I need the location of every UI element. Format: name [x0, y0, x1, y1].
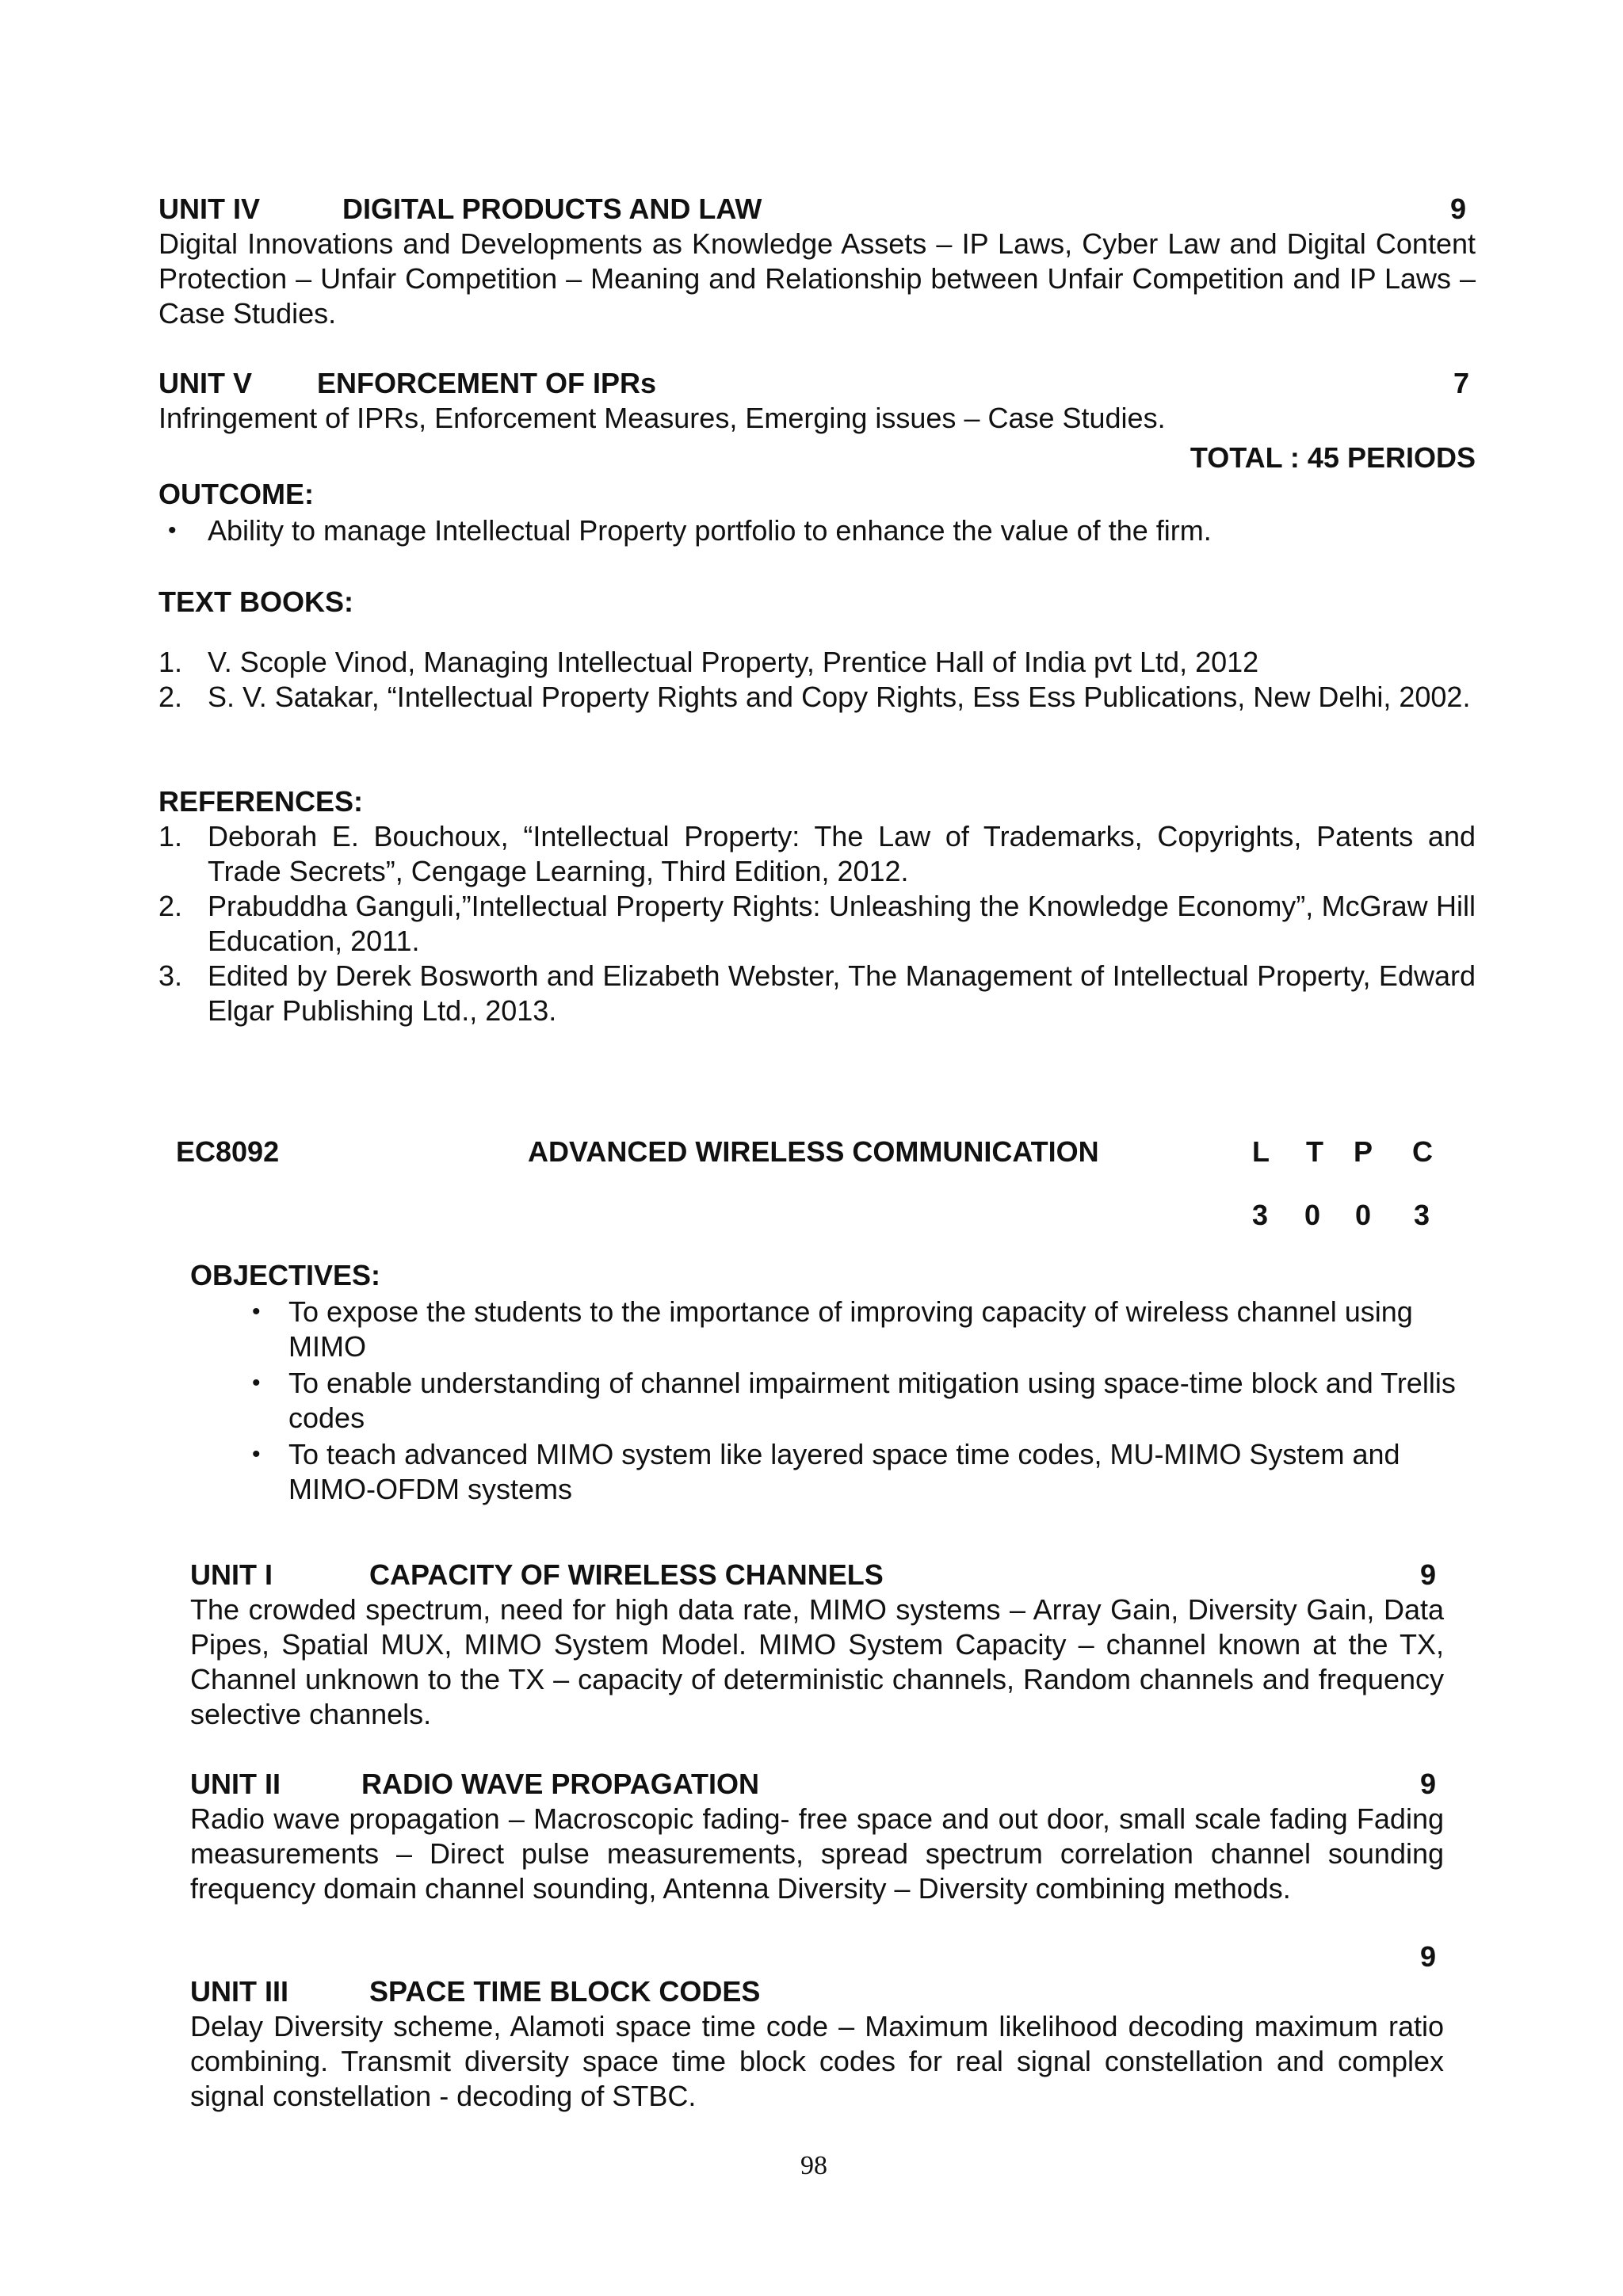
unit3-title: SPACE TIME BLOCK CODES — [369, 1975, 761, 2008]
unit5-hours: 7 — [1453, 367, 1470, 399]
textbook-number: 2. — [158, 681, 183, 713]
unit2-text: Radio wave propagation – Macroscopic fading- free space and out door, small scale fading Fading measurements – Direct pulse measurements, spread spectrum correlation channel sounding frequency domain channel sounding, Antenna Diversity – Diversity combining methods. — [190, 1802, 1444, 1905]
textbooks-heading: TEXT BOOKS: — [158, 585, 354, 618]
ltpc-value-p: 0 — [1355, 1199, 1372, 1231]
unit2-hours: 9 — [1420, 1768, 1437, 1800]
bullet-icon: • — [168, 517, 177, 543]
reference-item — [158, 959, 1476, 1028]
reference-text: Deborah E. Bouchoux, “Intellectual Property: The Law of Trademarks, Copyrights, Patents and Trade Secrets”, Cengage Learning, Third Edition, 2012. — [208, 820, 1476, 887]
ltpc-label-l: L — [1252, 1135, 1270, 1168]
ltpc-value-l: 3 — [1252, 1199, 1269, 1231]
reference-text: Prabuddha Ganguli,”Intellectual Property Rights: Unleashing the Knowledge Economy”, McGraw Hill Education, 2011. — [208, 890, 1476, 957]
textbook-text: S. V. Satakar, “Intellectual Property Rights and Copy Rights, Ess Ess Publications, New Delhi, 2002. — [208, 681, 1471, 713]
unit4-title: DIGITAL PRODUCTS AND LAW — [342, 193, 762, 225]
unit4-hours: 9 — [1450, 193, 1467, 225]
course-title: ADVANCED WIRELESS COMMUNICATION — [528, 1135, 1099, 1168]
objective-item: To teach advanced MIMO system like layered space time codes, MU-MIMO System and MIMO-OFDM systems — [288, 1438, 1400, 1505]
bullet-icon: • — [252, 1370, 261, 1396]
reference-number: 2. — [158, 890, 183, 922]
unit3-text: Delay Diversity scheme, Alamoti space time code – Maximum likelihood decoding maximum ratio combining. Transmit diversity space time block codes for real signal constellation and complex signal constellation - decoding of STBC. — [190, 2010, 1444, 2112]
reference-number: 1. — [158, 820, 183, 852]
references-heading: REFERENCES: — [158, 785, 364, 818]
unit5-label: UNIT V — [158, 367, 253, 399]
ltpc-label-c: C — [1412, 1135, 1433, 1168]
unit5-title: ENFORCEMENT OF IPRs — [317, 367, 657, 399]
ltpc-value-t: 0 — [1304, 1199, 1321, 1231]
unit5-text: Infringement of IPRs, Enforcement Measures, Emerging issues – Case Studies. — [158, 402, 1166, 434]
unit1-title: CAPACITY OF WIRELESS CHANNELS — [369, 1558, 884, 1591]
bullet-icon: • — [252, 1441, 261, 1467]
reference-number: 3. — [158, 959, 183, 992]
outcome-item: Ability to manage Intellectual Property portfolio to enhance the value of the firm. — [208, 514, 1212, 547]
unit2-title: RADIO WAVE PROPAGATION — [361, 1768, 760, 1800]
objectives-heading: OBJECTIVES: — [190, 1259, 381, 1291]
outcome-heading: OUTCOME: — [158, 478, 314, 510]
reference-item — [158, 819, 1476, 889]
reference-item — [158, 889, 1476, 959]
unit2-label: UNIT II — [190, 1768, 281, 1800]
bullet-icon: • — [252, 1299, 261, 1325]
textbook-number: 1. — [158, 646, 183, 678]
ltpc-label-p: P — [1354, 1135, 1373, 1168]
unit1-text: The crowded spectrum, need for high data rate, MIMO systems – Array Gain, Diversity Gain, Data Pipes, Spatial MUX, MIMO System Model. MIMO System Capacity – channel known at the TX, Channel unknown to the TX – capacity of deterministic channels, Random channels and frequency selective channels. — [190, 1593, 1444, 1730]
textbook-item — [158, 645, 1476, 680]
reference-text: Edited by Derek Bosworth and Elizabeth Webster, The Management of Intellectual Property, Edward Elgar Publishing Ltd., 2013. — [208, 959, 1476, 1027]
objective-item: To enable understanding of channel impairment mitigation using space-time block and Trellis codes — [288, 1367, 1456, 1434]
unit1-hours: 9 — [1420, 1558, 1437, 1591]
unit4-label: UNIT IV — [158, 193, 261, 225]
textbook-item — [158, 680, 1476, 715]
unit1-label: UNIT I — [190, 1558, 273, 1591]
course-code: EC8092 — [176, 1135, 280, 1168]
objective-item: To expose the students to the importance of improving capacity of wireless channel using MIMO — [288, 1295, 1413, 1363]
textbook-text: V. Scople Vinod, Managing Intellectual Property, Prentice Hall of India pvt Ltd, 2012 — [208, 646, 1259, 678]
page-number: 98 — [800, 2151, 827, 2180]
total-periods: TOTAL : 45 PERIODS — [1190, 441, 1476, 474]
unit3-hours: 9 — [1420, 1940, 1437, 1973]
ltpc-label-t: T — [1306, 1135, 1323, 1168]
unit3-label: UNIT III — [190, 1975, 288, 2008]
unit4-text: Digital Innovations and Developments as Knowledge Assets – IP Laws, Cyber Law and Digital Content Protection – Unfair Competition – Meaning and Relationship between Unfair Competition and IP Laws – Case Studies. — [158, 227, 1476, 330]
ltpc-value-c: 3 — [1414, 1199, 1430, 1231]
